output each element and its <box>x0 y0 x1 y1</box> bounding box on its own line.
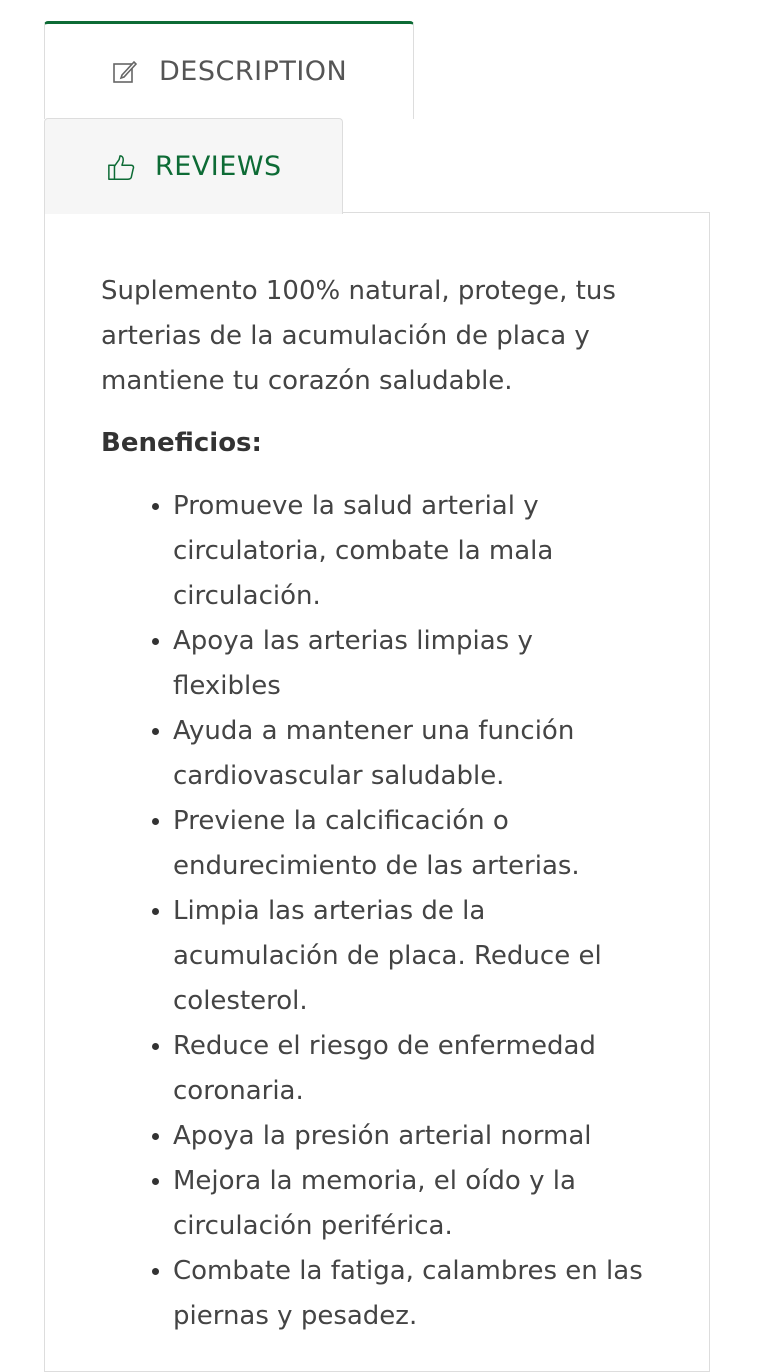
tab-reviews[interactable] <box>44 118 343 214</box>
tab-reviews-label: REVIEWS <box>155 151 282 182</box>
list-item: Promueve la salud arterial y circulatoria, combate la mala circulación. <box>173 484 643 619</box>
product-intro: Suplemento 100% natural, protege, tus arterias de la acumulación de placa y mantiene tu corazón saludable. <box>101 276 616 396</box>
tab-description[interactable] <box>44 21 414 119</box>
list-item: Apoya las arterias limpias y flexibles <box>173 619 643 709</box>
list-item: Reduce el riesgo de enfermedad coronaria. <box>173 1024 643 1114</box>
list-item: Limpia las arterias de la acumulación de placa. Reduce el colesterol. <box>173 889 643 1024</box>
list-item: Mejora la memoria, el oído y la circulación periférica. <box>173 1159 643 1249</box>
edit-icon <box>111 58 139 86</box>
thumbs-up-icon <box>107 153 135 181</box>
list-item: Ayuda a mantener una función cardiovascular saludable. <box>173 709 643 799</box>
list-item: Previene la calcificación o endurecimiento de las arterias. <box>173 799 643 889</box>
description-panel <box>44 212 710 1372</box>
benefits-title: Beneficios: <box>101 428 262 458</box>
list-item: Apoya la presión arterial normal <box>173 1114 643 1159</box>
tab-description-label: DESCRIPTION <box>159 56 348 87</box>
list-item: Combate la fatiga, calambres en las piernas y pesadez. <box>173 1249 643 1339</box>
benefits-list <box>101 484 669 1339</box>
